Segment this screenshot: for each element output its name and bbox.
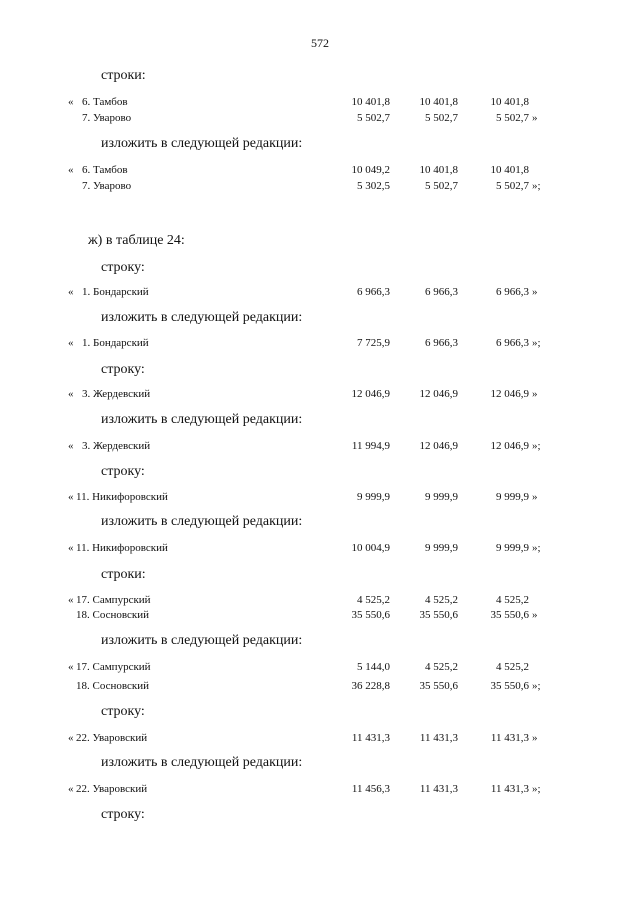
table-row — [0, 607, 640, 624]
heading-lines: строки: — [101, 567, 146, 582]
row-name: 17. Сампурский — [76, 594, 151, 606]
value-3: 12 046,9 — [490, 388, 529, 400]
close-quote: » — [532, 732, 538, 744]
value-2: 11 431,3 — [419, 783, 458, 795]
value-2: 35 550,6 — [419, 609, 458, 621]
table-row — [0, 335, 640, 352]
value-3: 5 502,7 — [496, 180, 529, 192]
value-3: 9 999,9 — [496, 542, 529, 554]
value-1: 11 456,3 — [351, 783, 390, 795]
row-name: 6. Тамбов — [82, 96, 128, 108]
value-2: 6 966,3 — [425, 286, 458, 298]
open-quote: « — [68, 661, 74, 673]
value-3: 4 525,2 — [496, 661, 529, 673]
open-quote: « — [68, 491, 74, 503]
table-row — [0, 659, 640, 676]
value-1: 12 046,9 — [351, 388, 390, 400]
row-name: 11. Никифоровский — [76, 542, 168, 554]
close-quote: » — [532, 491, 538, 503]
heading-new-edition: изложить в следующей редакции: — [101, 755, 303, 770]
value-2: 4 525,2 — [425, 661, 458, 673]
value-2: 12 046,9 — [419, 440, 458, 452]
row-name: 7. Уварово — [82, 180, 132, 192]
heading-line: строку: — [101, 260, 145, 275]
open-quote: « — [68, 164, 74, 176]
open-quote: « — [68, 388, 74, 400]
value-2: 10 401,8 — [419, 164, 458, 176]
value-1: 10 004,9 — [351, 542, 390, 554]
heading-new-edition: изложить в следующей редакции: — [101, 514, 303, 529]
value-2: 5 502,7 — [425, 180, 458, 192]
value-2: 4 525,2 — [425, 594, 458, 606]
open-quote: « — [68, 337, 74, 349]
open-quote: « — [68, 732, 74, 744]
value-1: 9 999,9 — [357, 491, 390, 503]
value-1: 35 550,6 — [351, 609, 390, 621]
table-row — [0, 110, 640, 127]
close-quote: »; — [532, 440, 541, 452]
value-3: 10 401,8 — [490, 96, 529, 108]
row-name: 17. Сампурский — [76, 661, 151, 673]
row-name: 3. Жердевский — [82, 388, 151, 400]
value-1: 7 725,9 — [357, 337, 390, 349]
value-3: 11 431,3 — [490, 783, 529, 795]
value-3: 35 550,6 — [490, 609, 529, 621]
table-row — [0, 438, 640, 455]
close-quote: » — [532, 286, 538, 298]
heading-new-edition: изложить в следующей редакции: — [101, 310, 303, 325]
value-1: 5 502,7 — [357, 112, 390, 124]
open-quote: « — [68, 594, 74, 606]
close-quote: »; — [532, 680, 541, 692]
table-row — [0, 386, 640, 403]
row-name: 22. Уваровский — [76, 732, 148, 744]
row-name: 22. Уваровский — [76, 783, 148, 795]
heading-table-24: ж) в таблице 24: — [88, 233, 185, 248]
row-name: 1. Бондарский — [82, 286, 149, 298]
value-1: 36 228,8 — [351, 680, 390, 692]
value-2: 5 502,7 — [425, 112, 458, 124]
value-2: 12 046,9 — [419, 388, 458, 400]
table-row — [0, 730, 640, 747]
heading-line: строку: — [101, 807, 145, 822]
heading-new-edition: изложить в следующей редакции: — [101, 633, 303, 648]
value-2: 9 999,9 — [425, 542, 458, 554]
open-quote: « — [68, 783, 74, 795]
value-3: 35 550,6 — [490, 680, 529, 692]
open-quote: « — [68, 286, 74, 298]
table-row — [0, 178, 640, 195]
close-quote: »; — [532, 542, 541, 554]
close-quote: »; — [532, 180, 541, 192]
row-name: 18. Сосновский — [76, 680, 150, 692]
value-3: 4 525,2 — [496, 594, 529, 606]
heading-new-edition: изложить в следующей редакции: — [101, 136, 303, 151]
open-quote: « — [68, 96, 74, 108]
row-name: 18. Сосновский — [76, 609, 150, 621]
row-name: 6. Тамбов — [82, 164, 128, 176]
close-quote: »; — [532, 337, 541, 349]
close-quote: » — [532, 609, 538, 621]
table-row — [0, 540, 640, 557]
value-3: 12 046,9 — [490, 440, 529, 452]
value-2: 6 966,3 — [425, 337, 458, 349]
open-quote: « — [68, 542, 74, 554]
page-number: 572 — [311, 36, 329, 50]
row-name: 7. Уварово — [82, 112, 132, 124]
value-1: 5 144,0 — [357, 661, 390, 673]
table-row — [0, 781, 640, 798]
close-quote: » — [532, 388, 538, 400]
value-1: 10 049,2 — [351, 164, 390, 176]
value-3: 6 966,3 — [496, 337, 529, 349]
value-3: 5 502,7 — [496, 112, 529, 124]
value-3: 11 431,3 — [490, 732, 529, 744]
value-3: 10 401,8 — [490, 164, 529, 176]
table-row — [0, 678, 640, 695]
table-row — [0, 489, 640, 506]
value-1: 5 302,5 — [357, 180, 390, 192]
row-name: 11. Никифоровский — [76, 491, 168, 503]
value-1: 10 401,8 — [351, 96, 390, 108]
heading-lines: строки: — [101, 68, 146, 83]
table-row — [0, 284, 640, 301]
heading-line: строку: — [101, 464, 145, 479]
heading-line: строку: — [101, 704, 145, 719]
heading-new-edition: изложить в следующей редакции: — [101, 412, 303, 427]
close-quote: »; — [532, 783, 541, 795]
value-2: 9 999,9 — [425, 491, 458, 503]
value-1: 4 525,2 — [357, 594, 390, 606]
open-quote: « — [68, 440, 74, 452]
value-2: 11 431,3 — [419, 732, 458, 744]
value-1: 11 431,3 — [351, 732, 390, 744]
value-1: 11 994,9 — [351, 440, 390, 452]
value-1: 6 966,3 — [357, 286, 390, 298]
row-name: 3. Жердевский — [82, 440, 151, 452]
value-2: 35 550,6 — [419, 680, 458, 692]
heading-line: строку: — [101, 362, 145, 377]
value-2: 10 401,8 — [419, 96, 458, 108]
value-3: 9 999,9 — [496, 491, 529, 503]
table-row — [0, 94, 640, 111]
table-row — [0, 162, 640, 179]
value-3: 6 966,3 — [496, 286, 529, 298]
close-quote: » — [532, 112, 538, 124]
row-name: 1. Бондарский — [82, 337, 149, 349]
